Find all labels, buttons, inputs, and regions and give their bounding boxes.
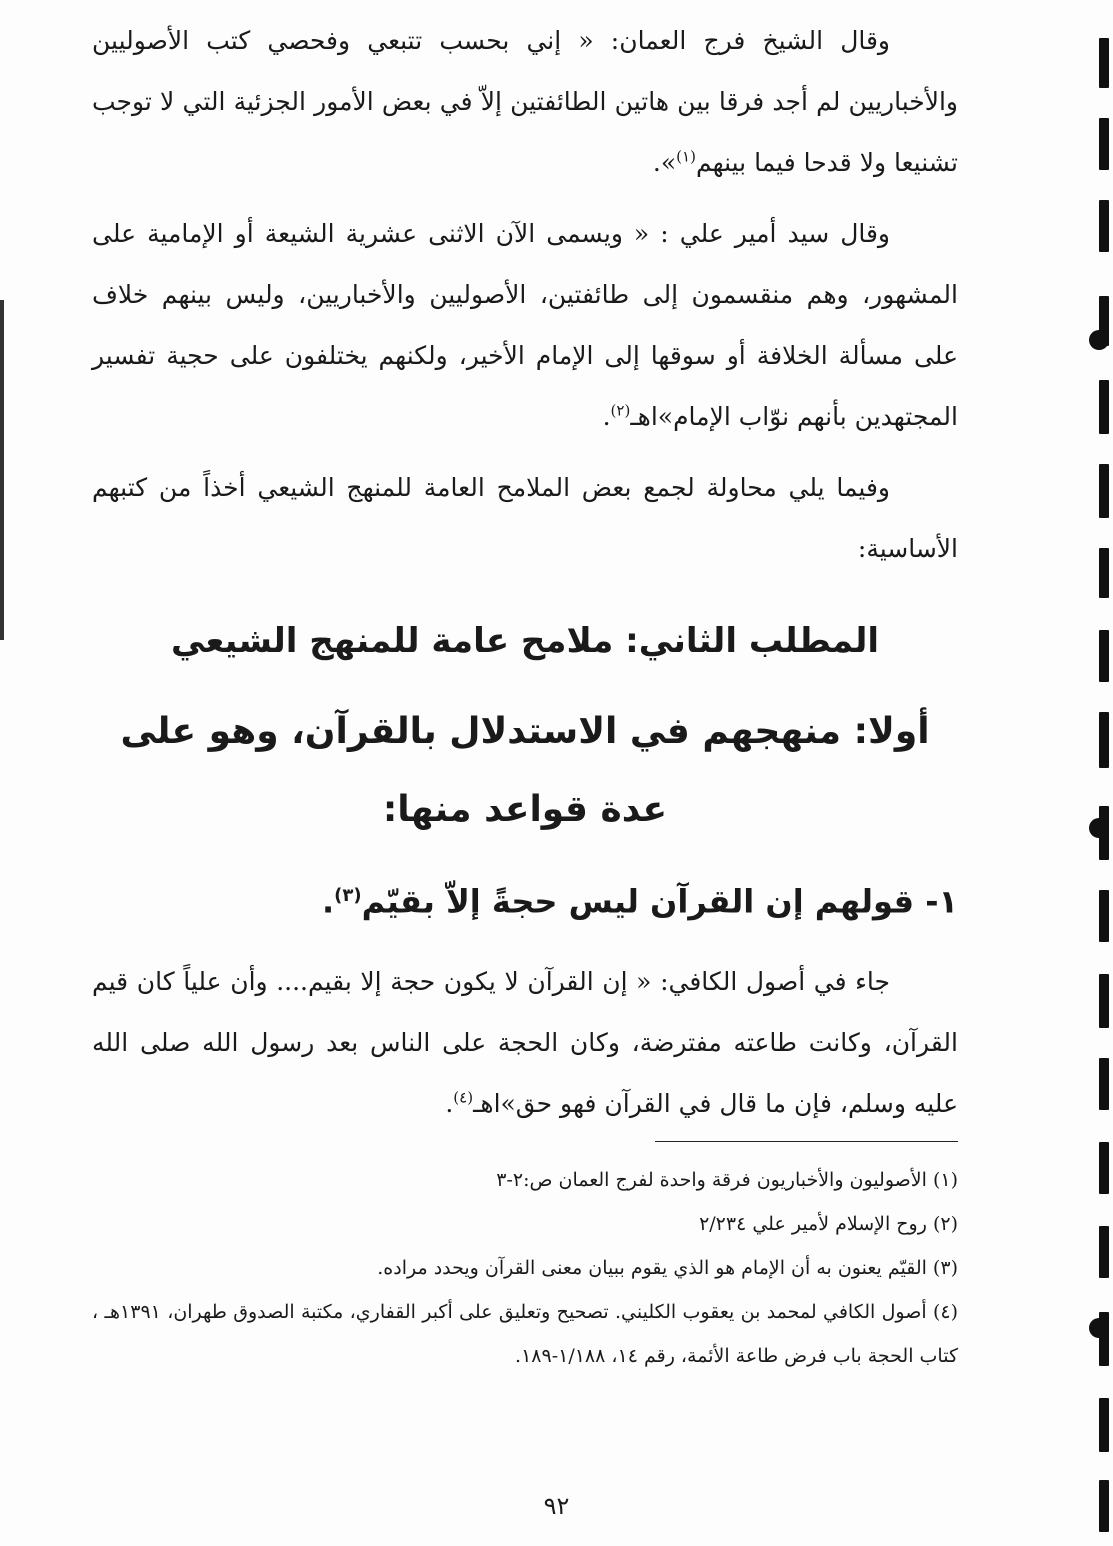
binding-bar: [1099, 200, 1109, 252]
section-heading: المطلب الثاني: ملامح عامة للمنهج الشيعي: [170, 621, 880, 661]
paragraph-4-tail: .: [445, 1088, 454, 1118]
footnote-2: (٢) روح الإسلام لأمير علي ٢/٢٣٤: [699, 1213, 958, 1235]
binding-hole: [1089, 1318, 1109, 1338]
binding-bar: [1099, 974, 1109, 1028]
binding-bar: [1099, 380, 1109, 434]
binding-bar: [1099, 118, 1109, 170]
paragraph-2-tail: .: [602, 402, 611, 431]
binding-bar: [1099, 1398, 1109, 1452]
binding-bar: [1099, 890, 1109, 942]
footnote-1: (١) الأصوليون والأخباريون فرقة واحدة لفرج العمان ص:٢-٣: [496, 1169, 958, 1191]
binding-bar: [1099, 464, 1109, 518]
binding-bar: [1099, 1226, 1109, 1278]
footnote-4: (٤) أصول الكافي لمحمد بن يعقوب الكليني. تصحيح وتعليق على أكبر القفاري، مكتبة الصدوق طهران، ١٣٩١هـ ، كتاب الحجة باب فرض طاعة الأئمة، رقم ١٤، ١/١٨٨-١٨٩.: [92, 1301, 958, 1367]
binding-bar: [1099, 1142, 1109, 1194]
paragraph-4: [92, 951, 958, 1134]
binding-marks: [1095, 0, 1109, 1546]
paragraph-1-tail: ».: [652, 148, 677, 177]
binding-bar: [1099, 548, 1109, 598]
binding-hole: [1089, 818, 1109, 838]
paragraph-3: [92, 457, 958, 579]
binding-hole: [1089, 330, 1109, 350]
footnote-3: (٣) القيّم يعنون به أن الإمام هو الذي يقوم ببيان معنى القرآن ويحدد مراده.: [377, 1257, 958, 1279]
rule-heading-tail: .: [322, 882, 335, 921]
subsection-heading: أولا: منهجهم في الاستدلال بالقرآن، وهو على عدة قواعد منها:: [120, 711, 930, 830]
paragraph-3-text: وفيما يلي محاولة لجمع بعض الملامح العامة للمنهج الشيعي أخذاً من كتبهم الأساسية:: [92, 473, 958, 563]
rule-heading: [92, 861, 958, 937]
paragraph-1-text: وقال الشيخ فرج العمان: « إني بحسب تتبعي وفحصي كتب الأصوليين والأخباريين لم أجد فرقا بين هاتين الطائفتين إلاّ في بعض الأمور الجزئية التي لا توجب تشنيعا ولا قدحا فيما بينهم: [92, 26, 958, 177]
binding-bar: [1099, 630, 1109, 682]
scan-edge-shadow: [0, 300, 4, 640]
footnote-ref-4: (٤): [453, 1088, 474, 1107]
footnote-ref-2: (٢): [610, 401, 631, 420]
paragraph-1: [92, 10, 958, 193]
main-text: [92, 10, 958, 1144]
binding-bar: [1099, 712, 1109, 768]
footnote-ref-3: (٣): [334, 885, 362, 906]
rule-heading-text: ١- قولهم إن القرآن ليس حجةً إلاّ بقيّم: [361, 882, 958, 921]
binding-bar: [1099, 1480, 1109, 1532]
paragraph-2: [92, 203, 958, 447]
binding-bar: [1099, 1058, 1109, 1110]
page-number: ٩٢: [543, 1492, 570, 1520]
binding-bar: [1099, 38, 1109, 88]
footnotes: [92, 1158, 958, 1378]
footnote-divider: [655, 1141, 958, 1142]
footnote-ref-1: (١): [676, 147, 696, 166]
paragraph-2-text: وقال سيد أمير علي : « ويسمى الآن الاثنى عشرية الشيعة أو الإمامية على المشهور، وهم منقسمون إلى طائفتين، الأصوليين والأخباريين، وليس بينهم خلاف على مسألة الخلافة أو سوقها إلى الإمام الأخير، ولكنهم يختلفون على حجية تفسير المجتهدين بأنهم نوّاب الإمام»اهـ: [92, 219, 958, 431]
paragraph-4-text: جاء في أصول الكافي: « إن القرآن لا يكون حجة إلا بقيم.... وأن علياً كان قيم القرآن، وكانت طاعته مفترضة، وكان الحجة على الناس بعد رسول الله صلى الله عليه وسلم، فإن ما قال في القرآن فهو حق»اهـ: [92, 966, 958, 1118]
